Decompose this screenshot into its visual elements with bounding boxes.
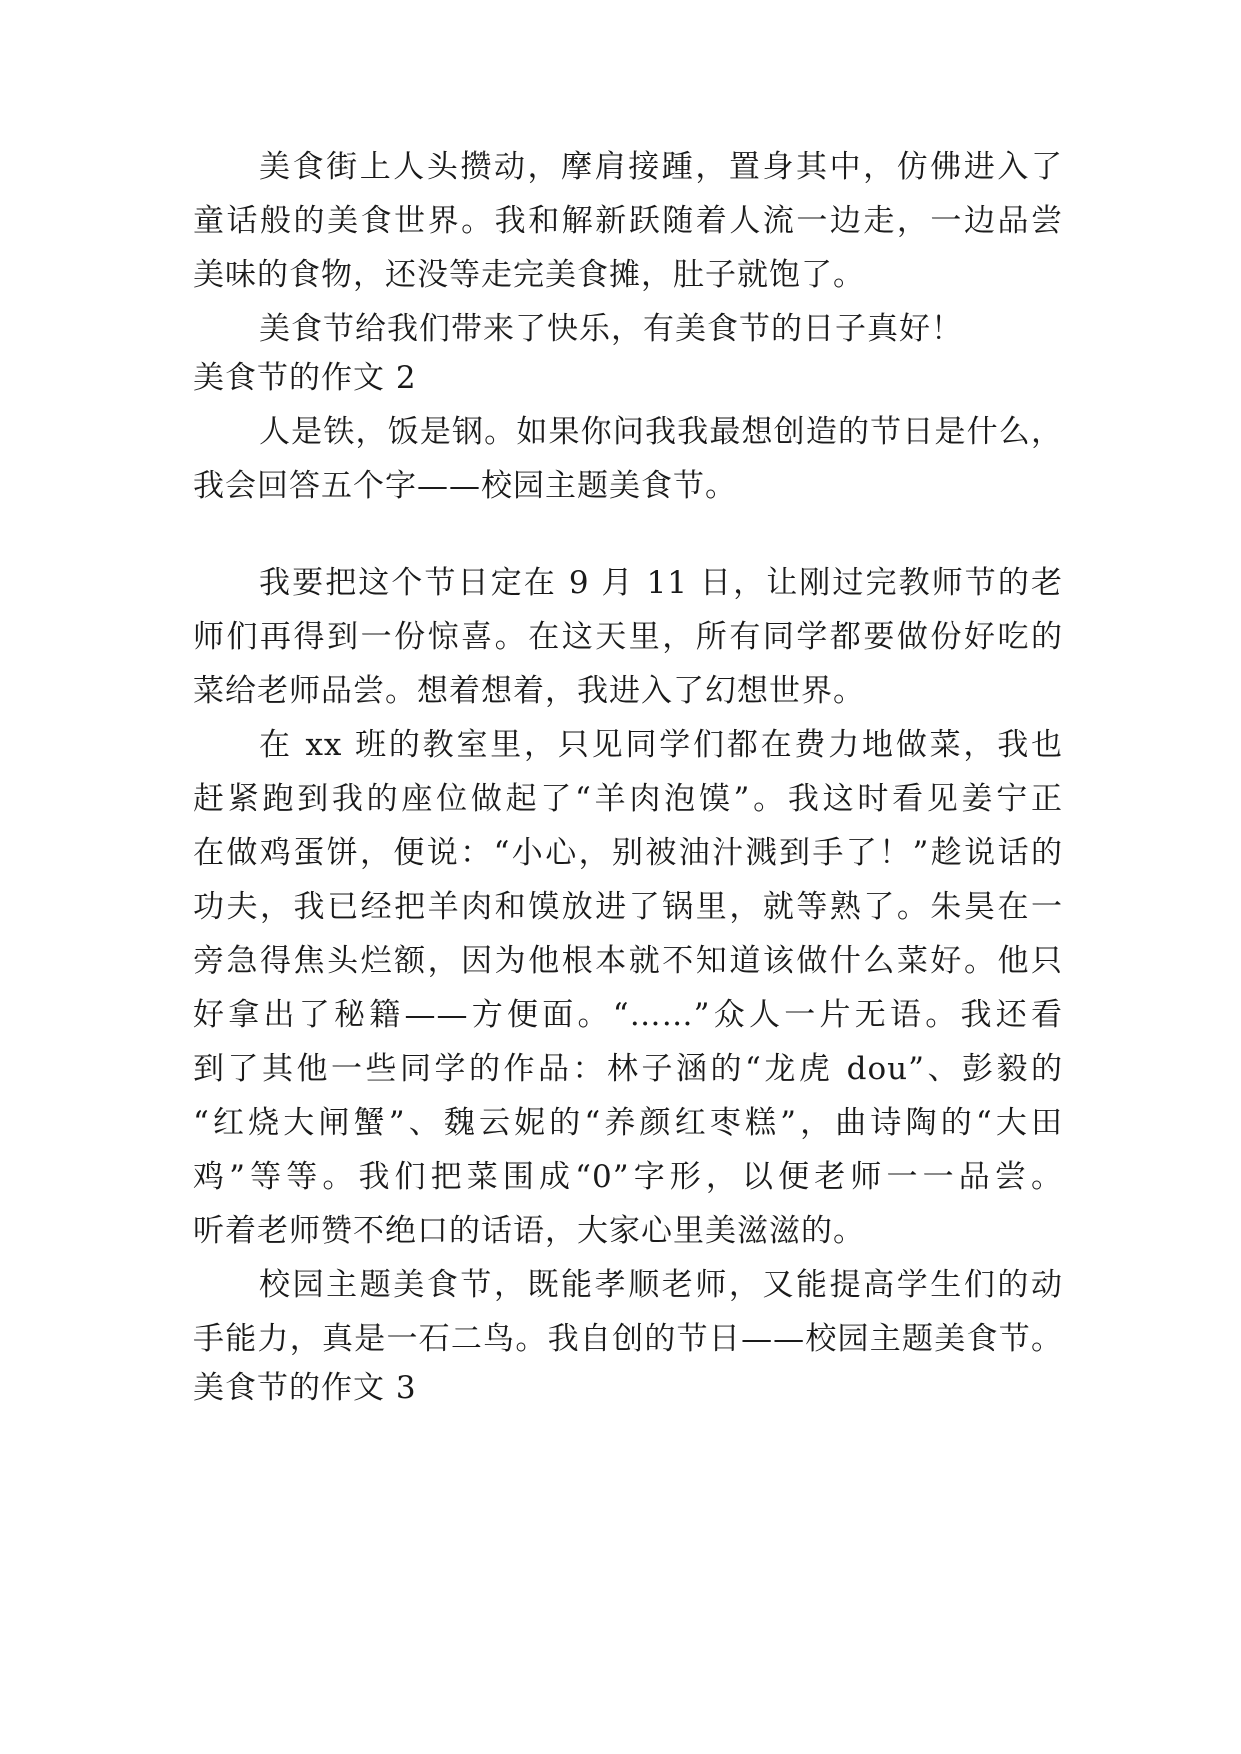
paragraph-line: 人是铁，饭是钢。如果你问我我最想创造的节日是什么，	[259, 414, 1063, 450]
paragraph-line: 赶紧跑到我的座位做起了“羊肉泡馍”。我这时看见姜宁正	[193, 781, 1063, 817]
paragraph-line: 我要把这个节日定在 9 月 11 日，让刚过完教师节的老	[259, 565, 1063, 601]
paragraph-line: 美食节给我们带来了快乐，有美食节的日子真好！	[259, 311, 963, 347]
paragraph-line: 手能力，真是一石二鸟。我自创的节日——校园主题美食节。	[193, 1321, 1063, 1357]
paragraph-line: 在做鸡蛋饼，便说：“小心，别被油汁溅到手了！”趁说话的	[193, 835, 1063, 871]
document-page	[193, 0, 1063, 1754]
section-heading: 美食节的作文 3	[193, 1370, 417, 1406]
paragraph-line: 菜给老师品尝。想着想着，我进入了幻想世界。	[193, 673, 865, 709]
paragraph-line: 功夫，我已经把羊肉和馍放进了锅里，就等熟了。朱昊在一	[193, 889, 1063, 925]
paragraph-line: 旁急得焦头烂额，因为他根本就不知道该做什么菜好。他只	[193, 943, 1063, 979]
paragraph-line: 鸡”等等。我们把菜围成“0”字形，以便老师一一品尝。	[193, 1159, 1063, 1195]
paragraph-line: 校园主题美食节，既能孝顺老师，又能提高学生们的动	[259, 1267, 1063, 1303]
paragraph-line: 美食街上人头攒动，摩肩接踵，置身其中，仿佛进入了	[259, 149, 1063, 185]
paragraph-line: 到了其他一些同学的作品：林子涵的“龙虎 dou”、彭毅的	[193, 1051, 1063, 1087]
paragraph-line: 美味的食物，还没等走完美食摊，肚子就饱了。	[193, 257, 865, 293]
paragraph-line: 童话般的美食世界。我和解新跃随着人流一边走，一边品尝	[193, 203, 1063, 239]
paragraph-line: 在 xx 班的教室里，只见同学们都在费力地做菜，我也	[259, 727, 1063, 763]
paragraph-line: 听着老师赞不绝口的话语，大家心里美滋滋的。	[193, 1213, 865, 1249]
paragraph-line: 我会回答五个字——校园主题美食节。	[193, 468, 737, 504]
paragraph-line: 好拿出了秘籍——方便面。“……”众人一片无语。我还看	[193, 997, 1063, 1033]
paragraph-line: “红烧大闸蟹”、魏云妮的“养颜红枣糕”，曲诗陶的“大田	[193, 1105, 1063, 1141]
section-heading: 美食节的作文 2	[193, 360, 417, 396]
paragraph-line: 师们再得到一份惊喜。在这天里，所有同学都要做份好吃的	[193, 619, 1063, 655]
